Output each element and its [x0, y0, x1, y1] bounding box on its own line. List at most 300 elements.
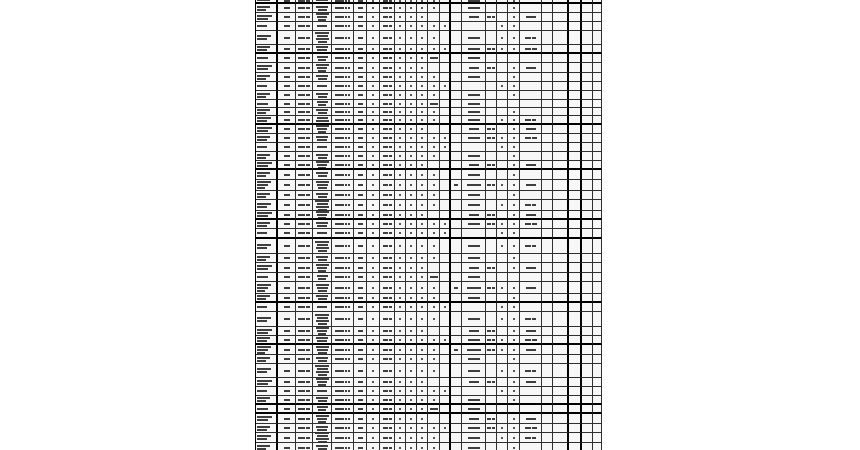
table-cell[interactable]	[508, 82, 520, 91]
table-cell[interactable]	[296, 54, 313, 63]
table-cell[interactable]	[367, 161, 380, 170]
table-cell[interactable]	[451, 54, 462, 63]
table-cell[interactable]	[380, 263, 395, 273]
table-cell[interactable]	[380, 200, 395, 211]
table-cell[interactable]	[332, 200, 354, 211]
table-cell[interactable]	[451, 396, 462, 405]
table-cell[interactable]	[569, 327, 582, 336]
table-cell[interactable]	[508, 294, 520, 303]
table-cell[interactable]	[296, 152, 313, 161]
table-cell[interactable]	[380, 433, 395, 443]
table-cell[interactable]	[417, 239, 428, 254]
table-cell[interactable]	[593, 433, 602, 443]
table-cell[interactable]	[417, 63, 428, 73]
table-row[interactable]	[256, 13, 603, 22]
table-cell[interactable]	[380, 345, 395, 355]
table-cell[interactable]	[278, 303, 296, 312]
table-cell[interactable]	[428, 220, 440, 229]
table-cell[interactable]	[462, 134, 486, 143]
table-cell[interactable]	[428, 229, 440, 239]
table-cell[interactable]	[542, 364, 553, 378]
table-cell[interactable]	[582, 364, 593, 378]
table-cell[interactable]	[486, 327, 497, 336]
table-cell[interactable]	[508, 327, 520, 336]
table-cell[interactable]	[417, 200, 428, 211]
table-cell[interactable]	[451, 433, 462, 443]
table-cell[interactable]	[569, 387, 582, 396]
table-cell[interactable]	[417, 4, 428, 13]
table-cell[interactable]	[296, 63, 313, 73]
table-cell[interactable]	[542, 405, 553, 414]
table-cell[interactable]	[313, 161, 332, 170]
table-cell[interactable]	[440, 433, 451, 443]
table-cell[interactable]	[278, 22, 296, 31]
table-cell[interactable]	[582, 91, 593, 100]
table-cell[interactable]	[569, 414, 582, 424]
table-cell[interactable]	[332, 443, 354, 450]
table-cell[interactable]	[296, 31, 313, 45]
table-cell[interactable]	[508, 45, 520, 54]
table-cell[interactable]	[313, 116, 332, 125]
table-cell[interactable]	[256, 200, 278, 211]
table-cell[interactable]	[395, 82, 406, 91]
table-cell[interactable]	[593, 405, 602, 414]
table-cell[interactable]	[367, 239, 380, 254]
table-cell[interactable]	[367, 108, 380, 116]
table-cell[interactable]	[542, 303, 553, 312]
table-cell[interactable]	[440, 180, 451, 191]
table-cell[interactable]	[451, 387, 462, 396]
table-cell[interactable]	[508, 239, 520, 254]
table-cell[interactable]	[553, 364, 569, 378]
table-cell[interactable]	[508, 229, 520, 239]
table-cell[interactable]	[569, 180, 582, 191]
table-cell[interactable]	[569, 303, 582, 312]
table-cell[interactable]	[440, 13, 451, 22]
table-cell[interactable]	[497, 327, 508, 336]
table-cell[interactable]	[380, 254, 395, 263]
table-cell[interactable]	[278, 327, 296, 336]
table-cell[interactable]	[313, 22, 332, 31]
table-cell[interactable]	[497, 180, 508, 191]
table-cell[interactable]	[354, 13, 367, 22]
table-cell[interactable]	[486, 91, 497, 100]
table-cell[interactable]	[593, 282, 602, 294]
table-cell[interactable]	[582, 100, 593, 108]
table-cell[interactable]	[278, 200, 296, 211]
table-cell[interactable]	[593, 143, 602, 152]
table-cell[interactable]	[380, 4, 395, 13]
table-cell[interactable]	[367, 254, 380, 263]
table-cell[interactable]	[497, 116, 508, 125]
table-cell[interactable]	[486, 229, 497, 239]
table-cell[interactable]	[440, 355, 451, 364]
table-cell[interactable]	[508, 220, 520, 229]
table-cell[interactable]	[553, 91, 569, 100]
table-cell[interactable]	[553, 405, 569, 414]
table-cell[interactable]	[380, 63, 395, 73]
table-cell[interactable]	[380, 424, 395, 433]
table-cell[interactable]	[462, 180, 486, 191]
table-cell[interactable]	[582, 294, 593, 303]
table-cell[interactable]	[440, 254, 451, 263]
table-cell[interactable]	[542, 13, 553, 22]
table-cell[interactable]	[569, 200, 582, 211]
table-cell[interactable]	[367, 294, 380, 303]
table-cell[interactable]	[569, 220, 582, 229]
table-cell[interactable]	[354, 396, 367, 405]
table-cell[interactable]	[395, 73, 406, 82]
table-cell[interactable]	[542, 294, 553, 303]
table-cell[interactable]	[593, 364, 602, 378]
table-cell[interactable]	[332, 387, 354, 396]
table-cell[interactable]	[593, 170, 602, 180]
table-cell[interactable]	[462, 91, 486, 100]
table-cell[interactable]	[451, 312, 462, 327]
table-cell[interactable]	[582, 229, 593, 239]
table-cell[interactable]	[593, 211, 602, 220]
table-cell[interactable]	[278, 180, 296, 191]
table-cell[interactable]	[332, 161, 354, 170]
table-cell[interactable]	[520, 364, 542, 378]
table-cell[interactable]	[395, 396, 406, 405]
table-cell[interactable]	[508, 13, 520, 22]
table-cell[interactable]	[428, 263, 440, 273]
table-cell[interactable]	[278, 254, 296, 263]
table-cell[interactable]	[395, 364, 406, 378]
table-cell[interactable]	[508, 200, 520, 211]
table-cell[interactable]	[593, 13, 602, 22]
table-cell[interactable]	[451, 125, 462, 134]
table-cell[interactable]	[520, 336, 542, 345]
table-cell[interactable]	[367, 327, 380, 336]
table-cell[interactable]	[542, 211, 553, 220]
table-cell[interactable]	[462, 424, 486, 433]
table-cell[interactable]	[569, 424, 582, 433]
table-cell[interactable]	[256, 239, 278, 254]
table-cell[interactable]	[486, 54, 497, 63]
table-cell[interactable]	[440, 273, 451, 282]
table-cell[interactable]	[278, 387, 296, 396]
table-cell[interactable]	[380, 161, 395, 170]
table-cell[interactable]	[497, 100, 508, 108]
table-cell[interactable]	[417, 45, 428, 54]
table-cell[interactable]	[417, 405, 428, 414]
table-cell[interactable]	[332, 364, 354, 378]
table-cell[interactable]	[593, 294, 602, 303]
table-cell[interactable]	[582, 378, 593, 387]
table-cell[interactable]	[508, 91, 520, 100]
table-cell[interactable]	[256, 378, 278, 387]
table-cell[interactable]	[582, 312, 593, 327]
table-cell[interactable]	[395, 433, 406, 443]
table-cell[interactable]	[380, 303, 395, 312]
table-cell[interactable]	[354, 191, 367, 200]
table-row[interactable]	[256, 229, 603, 239]
table-cell[interactable]	[380, 229, 395, 239]
table-cell[interactable]	[462, 152, 486, 161]
table-cell[interactable]	[354, 282, 367, 294]
table-cell[interactable]	[256, 170, 278, 180]
table-cell[interactable]	[278, 282, 296, 294]
table-cell[interactable]	[553, 116, 569, 125]
table-cell[interactable]	[497, 424, 508, 433]
table-cell[interactable]	[256, 263, 278, 273]
table-cell[interactable]	[462, 82, 486, 91]
table-cell[interactable]	[486, 336, 497, 345]
table-cell[interactable]	[451, 63, 462, 73]
table-cell[interactable]	[497, 191, 508, 200]
table-cell[interactable]	[354, 4, 367, 13]
table-cell[interactable]	[417, 191, 428, 200]
table-cell[interactable]	[486, 134, 497, 143]
table-cell[interactable]	[395, 303, 406, 312]
table-cell[interactable]	[332, 211, 354, 220]
table-cell[interactable]	[278, 355, 296, 364]
table-cell[interactable]	[406, 220, 417, 229]
table-cell[interactable]	[428, 294, 440, 303]
table-cell[interactable]	[451, 211, 462, 220]
table-cell[interactable]	[417, 134, 428, 143]
table-cell[interactable]	[278, 143, 296, 152]
table-cell[interactable]	[553, 282, 569, 294]
table-cell[interactable]	[508, 396, 520, 405]
table-cell[interactable]	[593, 31, 602, 45]
table-cell[interactable]	[440, 378, 451, 387]
table-cell[interactable]	[354, 414, 367, 424]
table-cell[interactable]	[256, 22, 278, 31]
table-cell[interactable]	[553, 191, 569, 200]
table-cell[interactable]	[440, 211, 451, 220]
table-cell[interactable]	[354, 125, 367, 134]
table-cell[interactable]	[332, 424, 354, 433]
table-cell[interactable]	[486, 378, 497, 387]
table-cell[interactable]	[296, 443, 313, 450]
table-cell[interactable]	[520, 414, 542, 424]
table-cell[interactable]	[520, 13, 542, 22]
table-cell[interactable]	[406, 443, 417, 450]
table-cell[interactable]	[395, 191, 406, 200]
table-cell[interactable]	[278, 63, 296, 73]
table-cell[interactable]	[256, 387, 278, 396]
table-cell[interactable]	[296, 378, 313, 387]
table-cell[interactable]	[296, 200, 313, 211]
table-cell[interactable]	[451, 100, 462, 108]
table-cell[interactable]	[296, 387, 313, 396]
table-cell[interactable]	[520, 387, 542, 396]
table-cell[interactable]	[553, 327, 569, 336]
table-cell[interactable]	[367, 82, 380, 91]
table-cell[interactable]	[354, 152, 367, 161]
table-cell[interactable]	[395, 108, 406, 116]
table-cell[interactable]	[542, 345, 553, 355]
table-cell[interactable]	[313, 345, 332, 355]
table-cell[interactable]	[508, 312, 520, 327]
table-cell[interactable]	[569, 396, 582, 405]
table-cell[interactable]	[486, 125, 497, 134]
table-cell[interactable]	[278, 191, 296, 200]
table-cell[interactable]	[332, 170, 354, 180]
table-cell[interactable]	[508, 100, 520, 108]
table-cell[interactable]	[332, 82, 354, 91]
table-cell[interactable]	[462, 282, 486, 294]
table-cell[interactable]	[497, 13, 508, 22]
table-cell[interactable]	[497, 312, 508, 327]
table-cell[interactable]	[462, 31, 486, 45]
table-cell[interactable]	[582, 405, 593, 414]
table-cell[interactable]	[486, 405, 497, 414]
table-cell[interactable]	[278, 13, 296, 22]
table-cell[interactable]	[520, 54, 542, 63]
table-cell[interactable]	[542, 433, 553, 443]
table-cell[interactable]	[332, 229, 354, 239]
table-cell[interactable]	[406, 387, 417, 396]
table-cell[interactable]	[380, 134, 395, 143]
table-cell[interactable]	[395, 294, 406, 303]
table-cell[interactable]	[380, 282, 395, 294]
table-cell[interactable]	[451, 405, 462, 414]
table-cell[interactable]	[508, 433, 520, 443]
table-cell[interactable]	[395, 54, 406, 63]
table-cell[interactable]	[553, 143, 569, 152]
table-cell[interactable]	[569, 54, 582, 63]
table-cell[interactable]	[395, 229, 406, 239]
table-cell[interactable]	[508, 170, 520, 180]
table-cell[interactable]	[569, 263, 582, 273]
table-cell[interactable]	[417, 13, 428, 22]
table-cell[interactable]	[542, 282, 553, 294]
table-cell[interactable]	[406, 108, 417, 116]
table-cell[interactable]	[593, 191, 602, 200]
table-cell[interactable]	[553, 263, 569, 273]
table-cell[interactable]	[440, 143, 451, 152]
table-cell[interactable]	[406, 364, 417, 378]
table-cell[interactable]	[313, 200, 332, 211]
table-cell[interactable]	[296, 282, 313, 294]
table-cell[interactable]	[428, 54, 440, 63]
table-cell[interactable]	[278, 345, 296, 355]
table-cell[interactable]	[417, 152, 428, 161]
table-cell[interactable]	[508, 282, 520, 294]
table-cell[interactable]	[417, 364, 428, 378]
table-cell[interactable]	[428, 303, 440, 312]
table-cell[interactable]	[256, 414, 278, 424]
table-row[interactable]	[256, 134, 603, 143]
table-cell[interactable]	[256, 211, 278, 220]
table-cell[interactable]	[313, 273, 332, 282]
table-cell[interactable]	[542, 180, 553, 191]
table-cell[interactable]	[406, 424, 417, 433]
table-cell[interactable]	[296, 312, 313, 327]
table-cell[interactable]	[593, 161, 602, 170]
table-cell[interactable]	[367, 396, 380, 405]
table-cell[interactable]	[520, 303, 542, 312]
table-row[interactable]	[256, 63, 603, 73]
table-cell[interactable]	[313, 336, 332, 345]
table-cell[interactable]	[593, 345, 602, 355]
table-cell[interactable]	[520, 263, 542, 273]
table-cell[interactable]	[256, 345, 278, 355]
table-cell[interactable]	[553, 355, 569, 364]
table-cell[interactable]	[354, 73, 367, 82]
table-cell[interactable]	[406, 170, 417, 180]
table-cell[interactable]	[296, 414, 313, 424]
table-cell[interactable]	[582, 180, 593, 191]
table-cell[interactable]	[451, 336, 462, 345]
table-cell[interactable]	[417, 161, 428, 170]
table-cell[interactable]	[395, 424, 406, 433]
table-cell[interactable]	[569, 364, 582, 378]
table-cell[interactable]	[354, 54, 367, 63]
table-cell[interactable]	[417, 336, 428, 345]
table-cell[interactable]	[508, 364, 520, 378]
table-cell[interactable]	[451, 134, 462, 143]
table-cell[interactable]	[278, 312, 296, 327]
table-cell[interactable]	[354, 336, 367, 345]
table-cell[interactable]	[417, 73, 428, 82]
table-cell[interactable]	[497, 152, 508, 161]
table-cell[interactable]	[313, 100, 332, 108]
table-cell[interactable]	[296, 73, 313, 82]
table-cell[interactable]	[593, 414, 602, 424]
table-cell[interactable]	[451, 45, 462, 54]
table-cell[interactable]	[406, 303, 417, 312]
table-cell[interactable]	[354, 211, 367, 220]
table-cell[interactable]	[428, 239, 440, 254]
table-cell[interactable]	[462, 433, 486, 443]
table-cell[interactable]	[462, 45, 486, 54]
table-cell[interactable]	[497, 134, 508, 143]
table-cell[interactable]	[428, 73, 440, 82]
table-cell[interactable]	[569, 134, 582, 143]
table-cell[interactable]	[417, 387, 428, 396]
table-cell[interactable]	[256, 134, 278, 143]
table-cell[interactable]	[486, 82, 497, 91]
table-cell[interactable]	[332, 73, 354, 82]
table-cell[interactable]	[354, 312, 367, 327]
table-cell[interactable]	[542, 170, 553, 180]
table-cell[interactable]	[332, 45, 354, 54]
table-cell[interactable]	[332, 396, 354, 405]
table-cell[interactable]	[440, 345, 451, 355]
table-cell[interactable]	[395, 31, 406, 45]
table-cell[interactable]	[569, 100, 582, 108]
table-cell[interactable]	[520, 4, 542, 13]
table-cell[interactable]	[553, 229, 569, 239]
table-cell[interactable]	[313, 191, 332, 200]
table-cell[interactable]	[508, 424, 520, 433]
table-cell[interactable]	[542, 327, 553, 336]
table-cell[interactable]	[440, 229, 451, 239]
table-cell[interactable]	[553, 22, 569, 31]
table-cell[interactable]	[593, 4, 602, 13]
table-cell[interactable]	[462, 364, 486, 378]
table-row[interactable]	[256, 152, 603, 161]
table-cell[interactable]	[520, 31, 542, 45]
table-cell[interactable]	[582, 31, 593, 45]
table-cell[interactable]	[313, 4, 332, 13]
table-cell[interactable]	[367, 180, 380, 191]
table-cell[interactable]	[256, 161, 278, 170]
table-cell[interactable]	[582, 254, 593, 263]
table-cell[interactable]	[520, 22, 542, 31]
table-cell[interactable]	[380, 327, 395, 336]
table-cell[interactable]	[380, 31, 395, 45]
table-row[interactable]	[256, 303, 603, 312]
table-cell[interactable]	[417, 303, 428, 312]
table-cell[interactable]	[313, 254, 332, 263]
table-cell[interactable]	[520, 378, 542, 387]
